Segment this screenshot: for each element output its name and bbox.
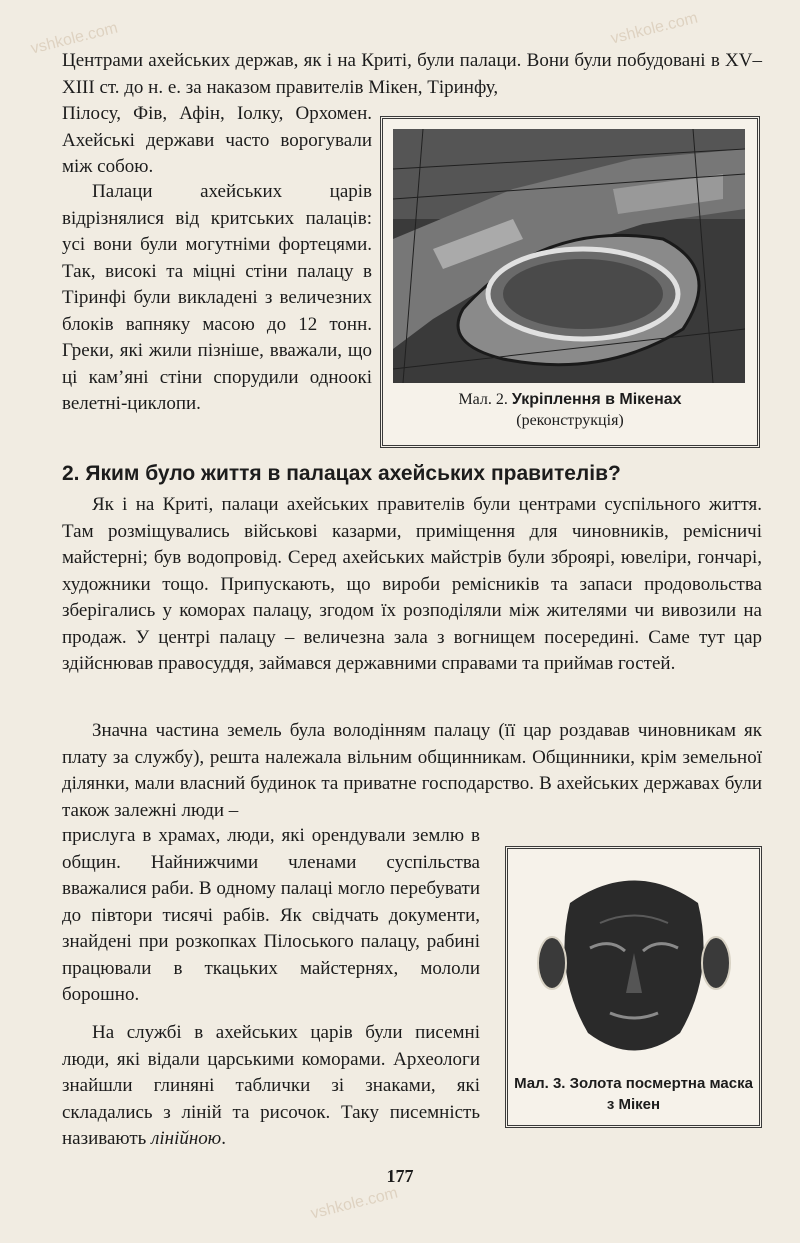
figure-1-caption [389, 389, 751, 431]
paragraph-2: Палаци ахейських царів відрізнялися від критських палаців: усі вони були могутніми фортецями. Так, високі та міцні стіни палацу в Тіринфі були викладені з величезних блоків вапняку масою до 12 тонн. Греки, які жили пізніше, вважали, що ці кам’яні стіни спорудили одноокі велетні-циклопи. [62, 181, 372, 414]
paragraph-5-end: . [221, 1128, 226, 1149]
figure-2-label: Мал. 3. [514, 1075, 566, 1092]
paragraph-1-line: Центрами ахейських держав, як і на Криті, були палаци. Вони були побудовані в XV–XIII ст. до н. е. за наказом правителів Мікен, Тіринфу, [62, 50, 762, 98]
figure-1-title: Укріплення в Мікенах [511, 391, 682, 408]
figure-2-title: Золота посмертна маска з Мікен [569, 1075, 753, 1113]
watermark-1: vshkole.com [29, 19, 120, 58]
paragraph-5 [62, 1020, 480, 1153]
section-heading: 2. Яким було життя в палацах ахейських правителів? [62, 462, 621, 485]
watermark-3: vshkole.com [309, 1184, 400, 1223]
mycenae-fortification-drawing [393, 129, 745, 383]
gold-death-mask-image [530, 863, 738, 1063]
paragraph-4-rest: прислуга в храмах, люди, які орендували землю в общин. Найнижчими членами суспільства вважалися раби. В одному палаці могло перебувати до півтори тисячі рабів. Як свідчать документи, знайдені при розкопках Пілоського палацу, рабині працювали в ткацьких майстернях, мололи борошно. [62, 825, 480, 1005]
figure-gold-mask [505, 846, 762, 1128]
paragraph-3: Як і на Криті, палаци ахейських правителів були центрами суспільного життя. Там розміщувались військові казарми, приміщення для чиновників, ремісничі майстерні; був водопровід. Серед ахейських майстрів були зброярі, ювеліри, гончарі, художники тощо. Припускають, що вироби ремісників та запаси продовольства зберігались у коморах палацу, згодом їх розподіляли між жителями чи вивозили на продаж. У центрі палацу – величезна зала з вогнищем посередині. Саме тут цар здійснював правосуддя, займався державними справами та приймав гостей. [62, 494, 762, 674]
paragraph-5-italic-term: лінійною [151, 1128, 222, 1149]
paragraph-1-rest: Пілосу, Фів, Афін, Іолку, Орхомен. Ахейські держави часто ворогували між собою. [62, 103, 372, 177]
paragraph-4: Значна частина земель була володінням палацу (її цар роздавав чиновникам як плату за службу), решта належала вільним общинникам. Общинники, крім земельної ділянки, мали власний будинок та приватне господарство. В ахейських державах були також залежні люди – [62, 720, 762, 821]
figure-mycenae-fortifications [380, 116, 760, 448]
watermark-2: vshkole.com [609, 9, 700, 48]
figure-1-label: Мал. 2. [458, 391, 508, 408]
figure-2-caption [514, 1073, 753, 1115]
paragraph-5-main: На службі в ахейських царів були писемні люди, які відали царськими коморами. Археологи знайшли глиняні таблички зі знаками, які складались з ліній та рисочок. Таку писемність називають [62, 1022, 480, 1149]
page-number: 177 [386, 1166, 414, 1186]
figure-1-note: (реконструкція) [516, 412, 624, 429]
